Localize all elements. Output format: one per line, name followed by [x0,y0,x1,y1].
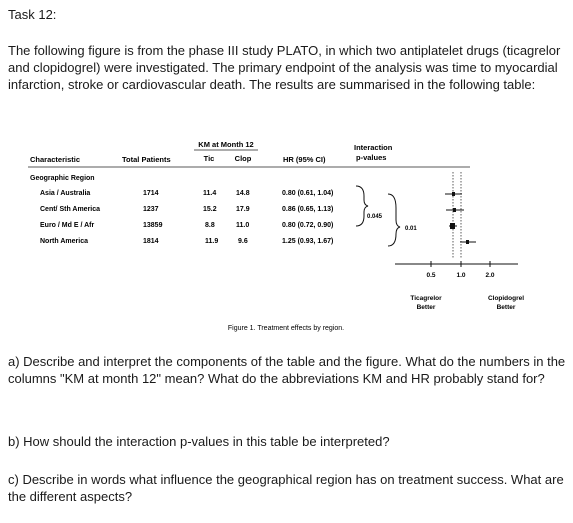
row-region: Euro / Md E / Afr [40,222,95,229]
row-tic: 11.4 [203,190,217,197]
row-region: Cent/ Sth America [40,206,101,213]
row-clop: 11.0 [236,222,250,229]
row-hr: 0.80 (0.72, 0.90) [282,222,334,229]
header-p-values: p-values [356,153,387,162]
row-clop: 17.9 [236,206,250,213]
header-total-patients: Total Patients [122,155,171,164]
p-value-second: 0.01 [405,226,417,232]
x-tick-label: 0.5 [426,272,436,279]
figure-caption: Figure 1. Treatment effects by region. [227,325,345,332]
row-tic: 15.2 [203,206,217,213]
row-hr: 0.86 (0.65, 1.13) [282,206,334,213]
row-total: 13859 [143,222,163,229]
point-north-america [466,240,469,244]
header-characteristic: Characteristic [30,155,81,164]
bracket-second [388,194,400,246]
row-region: Asia / Australia [40,190,91,197]
header-tic: Tic [203,154,215,163]
task-intro: The following figure is from the phase III study PLATO, in which two antiplatelet drugs (ticagrelor and clopidogrel) were investigated. The primary endpoint of the analysis was time to myocardial infarction, stroke or cardiovascular death. The results are summarised in the following table: [8,43,561,92]
row-hr: 1.25 (0.93, 1.67) [282,238,334,245]
question-b: b) How should the interaction p-values in this table be interpreted? [8,434,390,449]
subgroup-label: Geographic Region [30,175,95,182]
task-title: Task 12: [8,7,57,22]
row-region: North America [40,238,88,245]
x-tick-label: 2.0 [485,272,495,279]
axis-label-clopidogrel-better: Better [496,304,516,311]
row-total: 1814 [143,238,159,245]
question-c: c) Describe in words what influence the geographical region has on treatment success. What are the different aspects? [8,472,564,504]
axis-label-ticagrelor-better: Better [416,304,436,311]
point-asia [452,192,455,196]
header-km-month-12: KM at Month 12 [198,140,254,149]
forest-plot [395,172,524,311]
row-total: 1714 [143,190,159,197]
header-hr: HR (95% CI) [283,155,326,164]
axis-label-ticagrelor: Ticagrelor [410,295,442,302]
row-tic: 11.9 [205,238,219,245]
point-europe [450,223,455,229]
row-total: 1237 [143,206,159,213]
axis-label-clopidogrel: Clopidogrel [487,295,525,302]
point-south-america [453,208,456,212]
x-tick-label: 1.0 [456,272,466,279]
row-hr: 0.80 (0.61, 1.04) [282,190,334,197]
row-clop: 14.8 [236,190,250,197]
row-tic: 8.8 [205,222,215,229]
header-clop: Clop [234,154,252,163]
forest-plot-figure [0,128,573,343]
bracket-first [356,186,368,226]
question-a: a) Describe and interpret the components of the table and the figure. What do the numbers in the columns "KM at month 12" mean? What do the abbreviations KM and HR probably stand for? [8,354,566,386]
row-clop: 9.6 [238,238,248,245]
p-value-first: 0.045 [367,214,383,220]
header-interaction: Interaction [354,143,393,152]
